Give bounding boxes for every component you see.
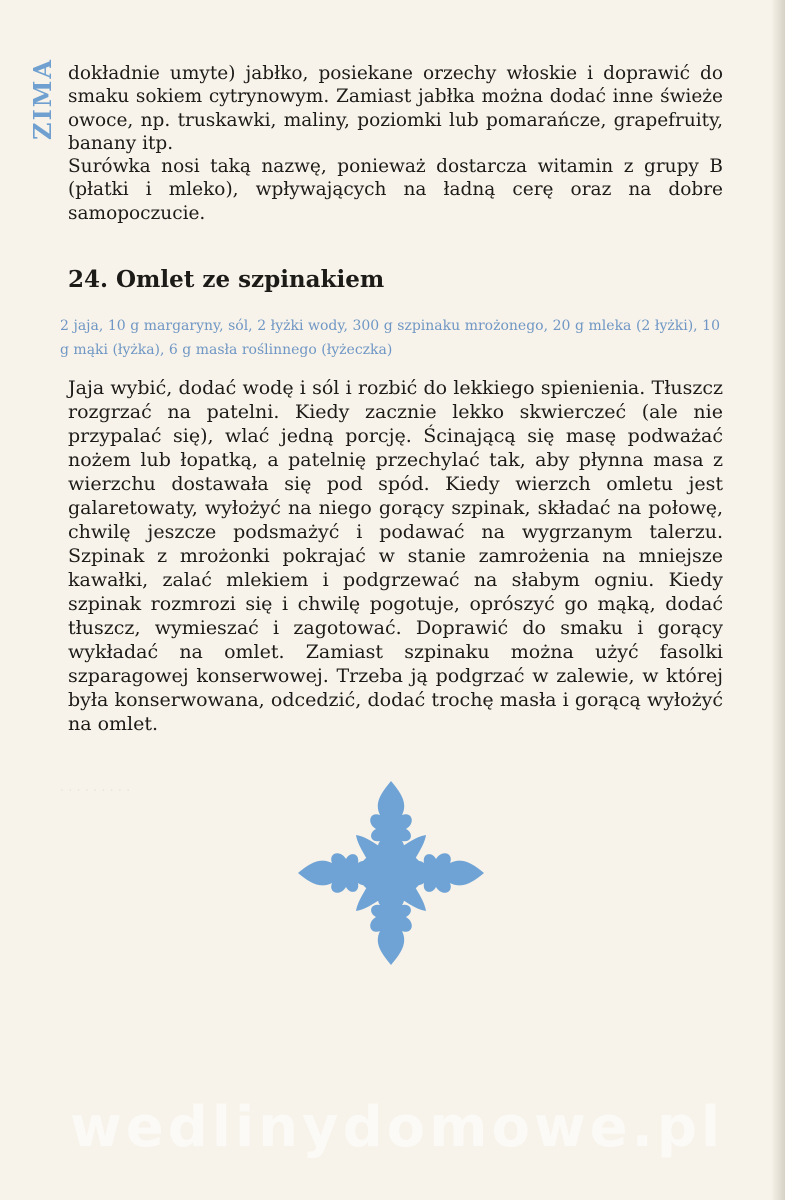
snowflake-ornament-icon [296,773,486,973]
recipe-method: Jaja wybić, dodać wodę i sól i rozbić do lekkiego spienienia. Tłuszcz rozgrzać na patelni. Kiedy zacznie lekko skwierczeć (ale nie przypalać się), wlać jedną porcję. Ścinającą się masę podważać nożem lub łopatką, a patelnię przechylać tak, aby płynna masa z wierzchu dostawała się pod spód. Kiedy wierzch omletu jest galaretowaty, wyłożyć na niego gorący szpinak, składać na połowę, chwilę jeszcze podsmażyć i podawać na wygrzanym talerzu. Szpinak z mrożonki pokrajać w stanie zamrożenia na mniejsze kawałki, zalać mlekiem i podgrzewać na słabym ogniu. Kiedy szpinak rozmrozi się i chwilę pogotuje, oprószyć go mąką, dodać tłuszcz, wymieszać i zagotować. Doprawić do smaku i gorący wykładać na omlet. Zamiast szpinaku można użyć fasolki szparagowej konserwowej. Trzeba ją podgrzać w zalewie, w której była konserwowana, odcedzić, dodać trochę masła i gorącą wyłożyć na omlet. [68,377,723,735]
bleed-through-text: . . . . . . . . . [60,780,131,795]
watermark: wedlinydomowe.pl [70,1095,725,1160]
intro-paragraph-1: dokładnie umyte) jabłko, posiekane orzechy włoskie i doprawić do smaku sokiem cytrynowym. Zamiast jabłka można dodać inne świeże owoce, np. truskawki, maliny, poziomki lub pomarańcze, grapefruity, banany itp. [68,63,723,154]
recipe-ingredients: 2 jaja, 10 g margaryny, sól, 2 łyżki wody, 300 g szpinaku mrożonego, 20 g mleka (2 łyżki), 10 g mąki (łyżka), 6 g masła roślinnego (łyżeczka) [60,318,720,358]
intro-paragraph-2: Surówka nosi taką nazwę, ponieważ dostarcza witamin z grupy B (płatki i mleko), wpływających na ładną cerę oraz na dobre samopoczucie. [68,156,723,224]
section-label: ZIMA [28,58,57,140]
page-edge-shadow [771,0,785,1200]
recipe-title: 24. Omlet ze szpinakiem [68,266,385,293]
